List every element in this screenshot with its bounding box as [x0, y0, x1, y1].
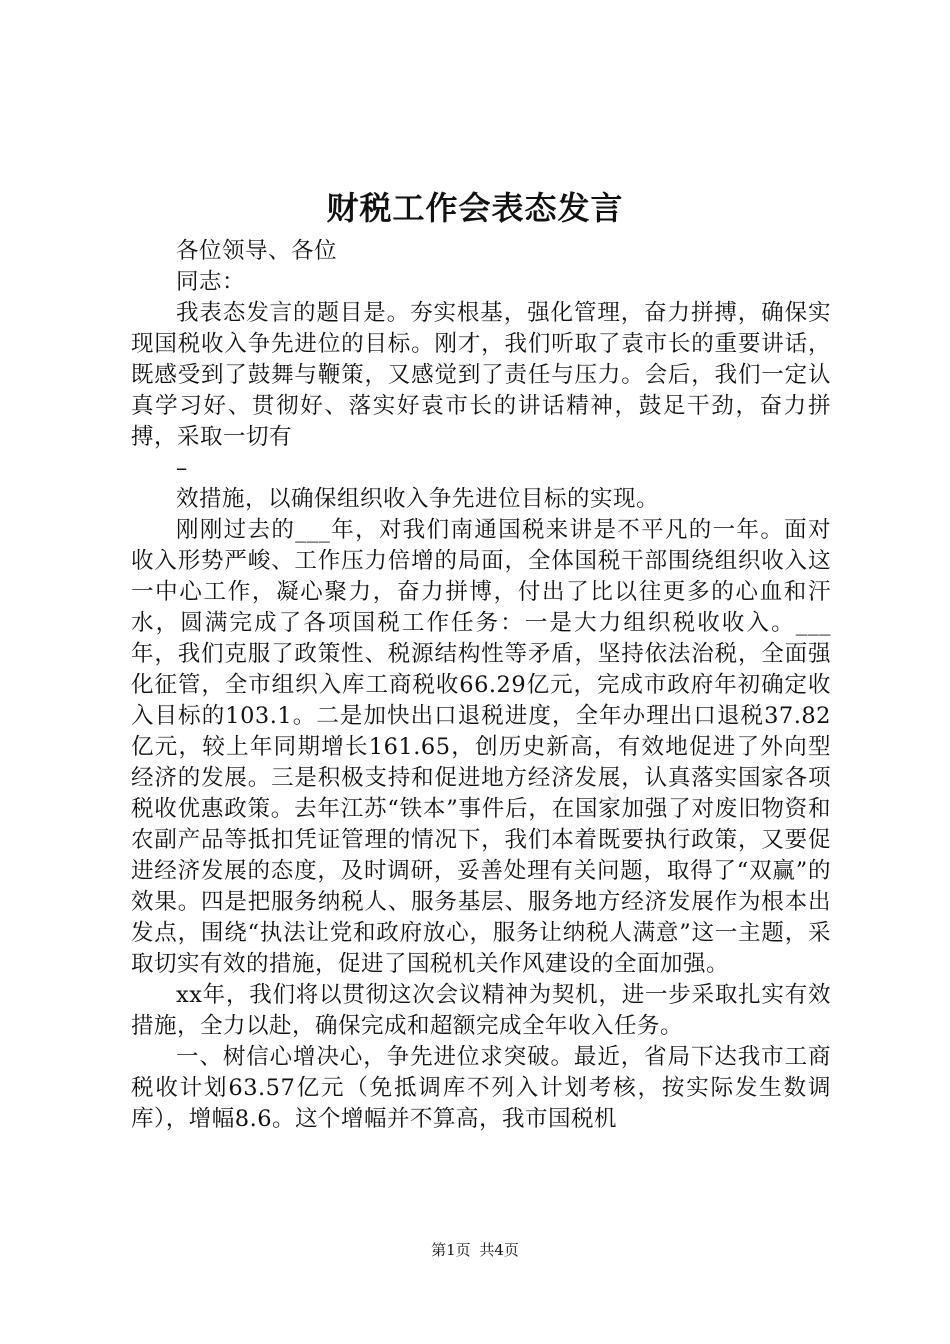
paragraph-section-one: 一、树信心增决心，争先进位求突破。最近，省局下达我市工商税收计划63.57亿元（免抵调库不列入计划考核，按实际发生数调库），增幅8.6。这个增幅并不算高，我市国税机: [131, 1044, 831, 1132]
paragraph-intro-continued: 效措施，以确保组织收入争先进位目标的实现。: [176, 486, 660, 512]
paragraph-plan: xx年，我们将以贯彻这次会议精神为契机，进一步采取扎实有效措施，全力以赴，确保完成和超额完成全年收入任务。: [131, 982, 831, 1039]
salutation-line-1: 各位领导、各位: [176, 238, 338, 264]
page-number: 第1页: [431, 1241, 471, 1259]
salutation-line-2: 同志：: [176, 269, 246, 295]
document-title: 财税工作会表态发言: [326, 189, 624, 227]
document-body: [131, 236, 831, 1135]
paragraph-intro: 我表态发言的题目是。夯实根基，强化管理，奋力拼搏，确保实现国税收入争先进位的目标。刚才，我们听取了袁市长的重要讲话，既感受到了鼓舞与鞭策，又感觉到了责任与压力。会后，我们一定认真学习好、贯彻好、落实好袁市长的讲话精神，鼓足干劲，奋力拼搏，采取一切有: [131, 300, 831, 450]
page-footer: [0, 1240, 950, 1260]
paragraph-dash: –: [176, 455, 188, 481]
paragraph-review: 刚刚过去的___年，对我们南通国税来讲是不平凡的一年。面对收入形势严峻、工作压力倍增的局面，全体国税干部围绕组织收入这一中心工作，凝心聚力，奋力拼博，付出了比以往更多的心血和汗水，圆满完成了各项国税工作任务：一是大力组织税收收入。___年，我们克服了政策性、税源结构性等矛盾，坚持依法治税，全面强化征管，全市组织入库工商税收66.29亿元，完成市政府年初确定收入目标的103.1。二是加快出口退税进度，全年办理出口退税37.82亿元，较上年同期增长161.65，创历史新高，有效地促进了外向型经济的发展。三是积极支持和促进地方经济发展，认真落实国家各项税收优惠政策。去年江苏“铁本”事件后，在国家加强了对废旧物资和农副产品等抵扣凭证管理的情况下，我们本着既要执行政策，又要促进经济发展的态度，及时调研，妥善处理有关问题，取得了“双赢”的效果。四是把服务纳税人、服务基层、服务地方经济发展作为根本出发点，围绕“执法让党和政府放心，服务让纳税人满意”这一主题，采取切实有效的措施，促进了国税机关作风建设的全面加强。: [131, 517, 831, 977]
page-total: 共4页: [479, 1241, 519, 1259]
